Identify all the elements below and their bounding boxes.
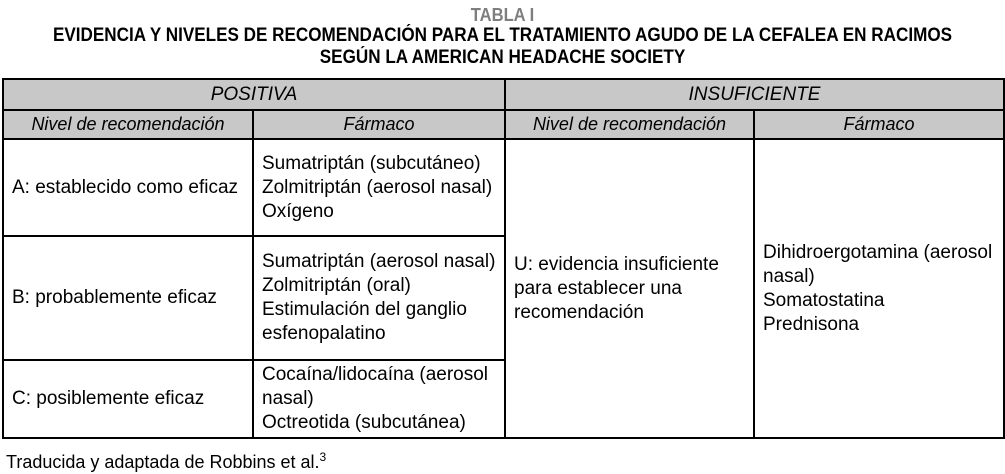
- farmaco-item: Prednisona: [763, 313, 860, 335]
- section-header-row: [3, 79, 1004, 110]
- column-header-nivel-insuficiente: Nivel de recomendación: [505, 110, 754, 139]
- nivel-cell-u: U: evidencia insuficiente para establecer una recomendación: [505, 139, 754, 438]
- farmaco-item: Octreotida (subcutánea): [262, 412, 466, 433]
- farmaco-cell-a: [253, 139, 505, 236]
- footnote-reference-number: 3: [319, 450, 327, 464]
- nivel-cell-b: B: probablemente eficaz: [3, 236, 253, 360]
- table-subtitle-line2: SEGÚN LA AMERICAN HEADACHE SOCIETY: [319, 47, 686, 68]
- column-header-farmaco-positiva: Fármaco: [253, 110, 505, 139]
- farmaco-item: Zolmitriptán (oral): [262, 275, 411, 296]
- column-header-farmaco-insuficiente: Fármaco: [754, 110, 1004, 139]
- farmaco-item: Dihidroergotamina (aerosol nasal): [763, 241, 993, 287]
- section-header-positiva: POSITIVA: [3, 79, 505, 110]
- farmaco-item: Cocaína/lidocaína (aerosol nasal): [262, 364, 489, 409]
- farmaco-cell-u: [754, 139, 1004, 438]
- nivel-cell-c: C: posiblemente eficaz: [3, 360, 253, 438]
- nivel-cell-a: A: establecido como eficaz: [3, 139, 253, 236]
- section-header-insuficiente: INSUFICIENTE: [505, 79, 1004, 110]
- farmaco-cell-b: [253, 236, 505, 360]
- farmaco-item: Sumatriptán (subcutáneo): [262, 152, 481, 174]
- table-row-a: [3, 139, 1004, 236]
- column-header-nivel-positiva: Nivel de recomendación: [3, 110, 253, 139]
- table-number-title: TABLA I: [470, 5, 535, 25]
- footnote: [6, 446, 1005, 473]
- column-header-row: [3, 110, 1004, 139]
- farmaco-item: Somatostatina: [763, 289, 885, 311]
- farmaco-item: Sumatriptán (aerosol nasal): [262, 251, 496, 272]
- table-subtitle-line1: EVIDENCIA Y NIVELES DE RECOMENDACIÓN PARA EL TRATAMIENTO AGUDO DE LA CEFALEA EN RACIMOS: [52, 25, 953, 46]
- farmaco-item: Oxígeno: [262, 200, 334, 222]
- evidence-table: [2, 78, 1005, 439]
- footnote-text: Traducida y adaptada de Robbins et al.: [6, 452, 320, 472]
- farmaco-cell-c: [253, 360, 505, 438]
- farmaco-item: Estimulación del ganglio esfenopalatino: [262, 299, 467, 344]
- farmaco-item: Zolmitriptán (aerosol nasal): [262, 176, 493, 198]
